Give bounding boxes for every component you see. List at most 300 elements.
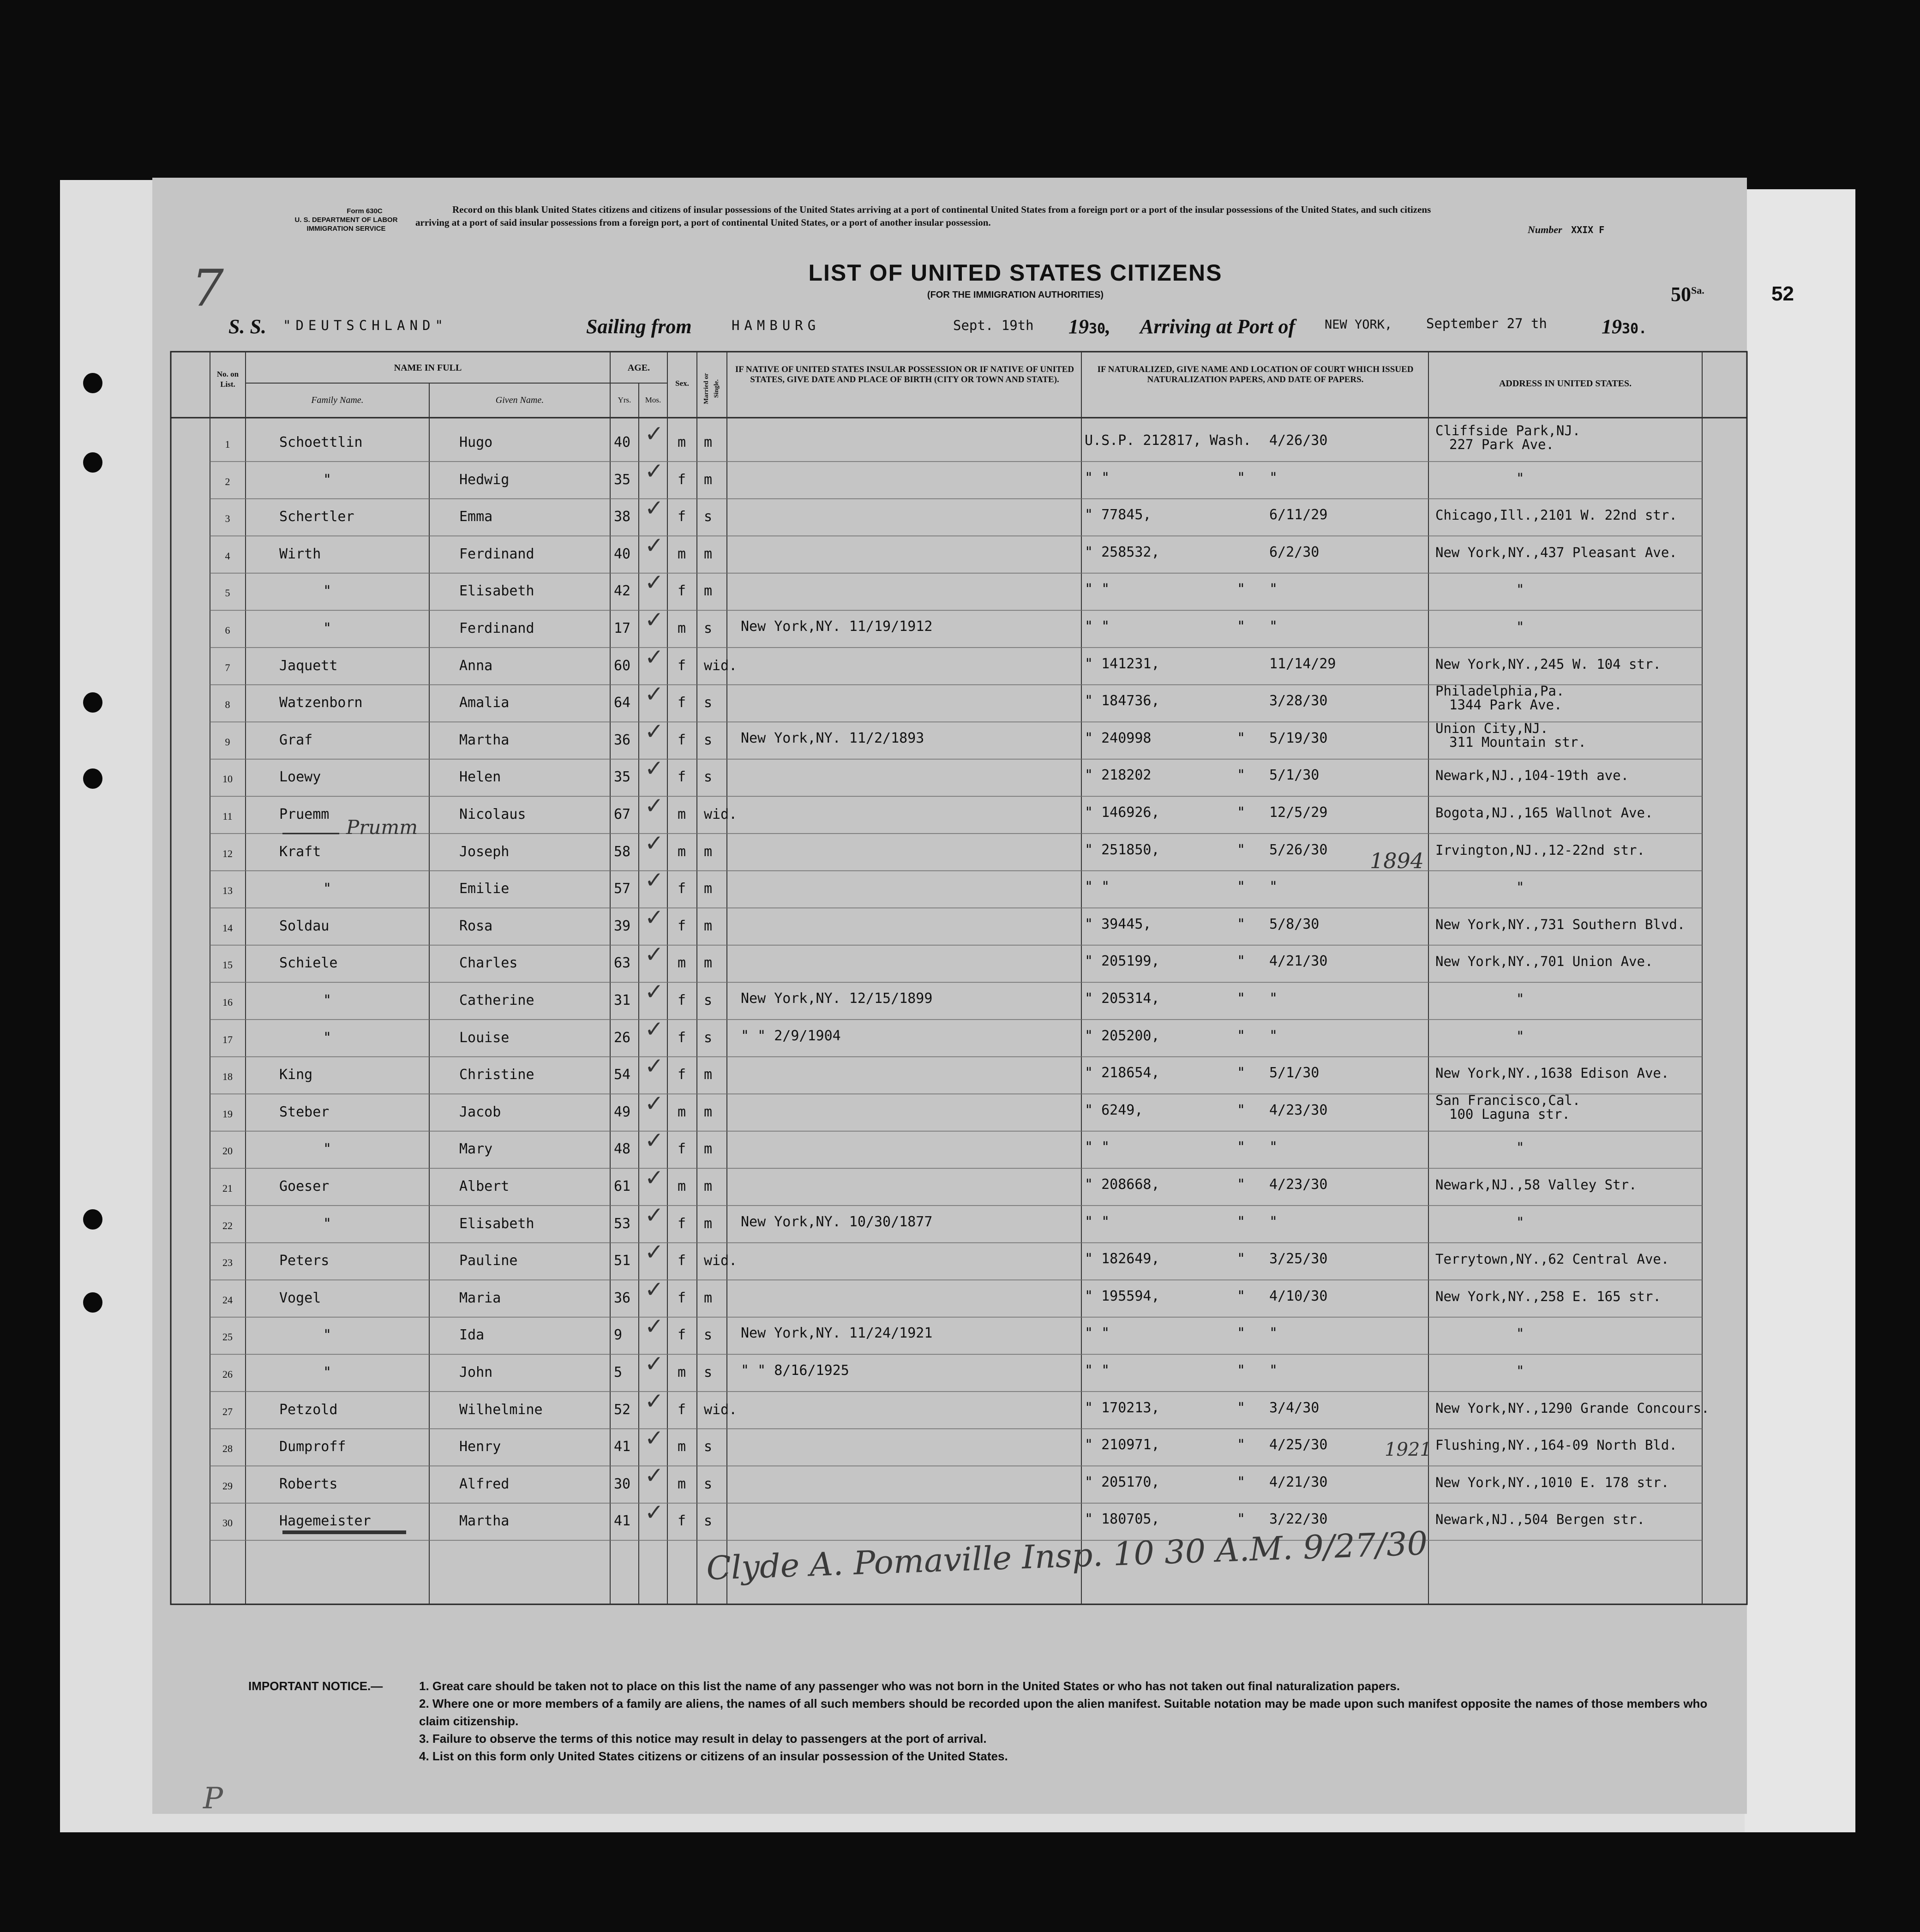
marital-status: m [704, 471, 713, 488]
row-number: 4 [225, 550, 230, 562]
corner-mark: 7 [192, 258, 224, 318]
naturalization-ditto: " [1237, 1065, 1246, 1081]
given-name: Nicolaus [459, 806, 526, 822]
naturalization-date: 4/26/30 [1269, 432, 1328, 449]
sex: f [678, 1067, 686, 1083]
family-name: Wirth [279, 546, 321, 562]
marital-status: wid. [704, 1401, 738, 1418]
naturalization-number: " " [1085, 1213, 1110, 1230]
age-years: 35 [614, 769, 631, 786]
family-name: " [323, 1364, 332, 1380]
given-name: Christine [459, 1067, 534, 1083]
naturalization-date: 5/8/30 [1269, 916, 1320, 932]
naturalization-ditto: " [1237, 581, 1246, 598]
age-years: 67 [614, 806, 631, 822]
check-mark: ✓ [646, 1050, 662, 1081]
naturalization-date: 12/5/29 [1269, 804, 1328, 821]
naturalization-ditto: " [1237, 1362, 1246, 1379]
port-from: HAMBURG [732, 318, 821, 333]
age-years: 26 [614, 1029, 631, 1046]
service-label: IMMIGRATION SERVICE [306, 225, 386, 233]
row-number: 6 [225, 624, 230, 636]
marital-status: s [704, 695, 713, 711]
marital-status: s [704, 1476, 713, 1492]
age-years: 49 [614, 1104, 631, 1120]
sex: m [678, 1104, 686, 1120]
sex: f [678, 1401, 686, 1418]
naturalization-number: " 77845, [1085, 507, 1152, 523]
naturalization-date: " [1269, 469, 1278, 486]
naturalization-number: " 205200, [1085, 1027, 1160, 1044]
address-line-2: 1344 Park Ave. [1449, 697, 1562, 713]
naturalization-number: " " [1085, 1139, 1110, 1156]
family-name: " [323, 620, 332, 636]
header-months: Mos. [645, 396, 661, 404]
sex: f [678, 509, 686, 525]
naturalization-date: 4/21/30 [1269, 953, 1328, 970]
age-years: 40 [614, 546, 631, 562]
marital-status: m [704, 918, 713, 934]
header-age: AGE. [627, 363, 650, 373]
address-line: New York,NY.,1010 E. 178 str. [1435, 1474, 1669, 1490]
naturalization-date: 4/23/30 [1269, 1102, 1328, 1118]
family-name: Soldau [279, 918, 330, 934]
sex: m [678, 843, 686, 860]
check-mark: ✓ [646, 1459, 662, 1490]
naturalization-number: " 218202 [1085, 767, 1152, 784]
given-name: Henry [459, 1439, 501, 1455]
naturalization-number: " 208668, [1085, 1176, 1160, 1193]
address-line: Chicago,Ill.,2101 W. 22nd str. [1435, 507, 1677, 523]
sex: f [678, 881, 686, 897]
naturalization-date: 11/14/29 [1269, 655, 1336, 672]
naturalization-date: " [1269, 990, 1278, 1007]
row-number: 17 [222, 1033, 233, 1045]
family-name: King [279, 1067, 313, 1083]
address-line: " [1516, 1363, 1524, 1379]
row-number: 15 [222, 959, 233, 971]
naturalization-number: " 258532, [1085, 544, 1160, 560]
sail-year: 30 [1089, 321, 1106, 337]
naturalization-number: " 39445, [1085, 916, 1152, 932]
page-suffix: Sa. [1691, 284, 1704, 296]
address-line: " [1516, 879, 1524, 895]
naturalization-date: 3/28/30 [1269, 693, 1328, 709]
address-line: New York,NY.,1638 Edison Ave. [1435, 1065, 1669, 1081]
sex: f [678, 1029, 686, 1046]
naturalization-ditto: " [1237, 1102, 1246, 1118]
row-number: 7 [225, 661, 230, 673]
birth-info: New York,NY. 11/24/1921 [741, 1325, 933, 1342]
family-name: Pruemm [279, 806, 330, 822]
naturalization-date: 4/25/30 [1269, 1437, 1328, 1453]
naturalization-date: " [1269, 1362, 1278, 1379]
family-name: Hagemeister [279, 1513, 371, 1530]
sex: f [678, 769, 686, 786]
row-number: 25 [222, 1331, 233, 1343]
sail-date: Sept. 19th [953, 318, 1034, 333]
address-line: Philadelphia,Pa. [1435, 683, 1565, 699]
family-name: " [323, 992, 332, 1008]
sex: f [678, 1141, 686, 1158]
address-line: Newark,NJ.,504 Bergen str. [1435, 1512, 1645, 1528]
given-name: Martha [459, 1513, 510, 1530]
check-mark: ✓ [646, 1273, 662, 1304]
age-years: 35 [614, 471, 631, 488]
naturalization-ditto: " [1237, 1474, 1246, 1490]
marital-status: m [704, 1141, 713, 1158]
check-mark: ✓ [646, 976, 662, 1006]
birth-info: " " 8/16/1925 [741, 1362, 849, 1379]
given-name: Maria [459, 1290, 501, 1306]
sex: m [678, 546, 686, 562]
row-number: 24 [222, 1294, 233, 1306]
notice-text-3: 3. Failure to observe the terms of this notice may result in delay to passengers at the port of arrival. [419, 1732, 987, 1746]
address-line: New York,NY.,258 E. 165 str. [1435, 1288, 1661, 1304]
row-number: 26 [222, 1368, 233, 1380]
row-number: 16 [222, 996, 233, 1008]
ss-label: S. S. [228, 315, 266, 338]
birth-info: New York,NY. 10/30/1877 [741, 1213, 933, 1230]
marital-status: m [704, 881, 713, 897]
sex: f [678, 1513, 686, 1530]
check-mark: ✓ [646, 1497, 662, 1527]
sex: m [678, 1364, 686, 1380]
naturalization-ditto: " [1237, 879, 1246, 895]
naturalization-number: " " [1085, 879, 1110, 895]
age-years: 5 [614, 1364, 623, 1380]
marital-status: s [704, 1513, 713, 1530]
marital-status: m [704, 1067, 713, 1083]
header-native: IF NATIVE OF UNITED STATES INSULAR POSSESSION OR IF NATIVE OF UNITED STATES, GIVE DATE AND PLACE OF BIRTH (CITY OR TOWN AND STATE). [735, 365, 1074, 384]
marital-status: m [704, 546, 713, 562]
row-number: 29 [222, 1480, 233, 1492]
address-line: " [1516, 991, 1524, 1007]
naturalization-date: 6/2/30 [1269, 544, 1320, 560]
address-line: Newark,NJ.,58 Valley Str. [1435, 1177, 1637, 1193]
family-name: " [323, 1029, 332, 1046]
family-name: Watzenborn [279, 695, 363, 711]
row-number: 18 [222, 1071, 233, 1083]
age-years: 42 [614, 583, 631, 600]
header-married: Married or Single. [703, 373, 720, 404]
age-years: 30 [614, 1476, 631, 1492]
naturalization-date: " [1269, 1325, 1278, 1342]
notice-text-1: 1. Great care should be taken not to place on this list the name of any passenger who was not born in the United States or who has not taken out final naturalization papers. [419, 1679, 1400, 1693]
marital-status: s [704, 1327, 713, 1344]
age-years: 63 [614, 955, 631, 972]
marital-status: m [704, 843, 713, 860]
arrive-date: September 27 th [1426, 316, 1547, 331]
marital-status: wid. [704, 806, 738, 822]
birth-info: New York,NY. 11/19/1912 [741, 618, 933, 635]
naturalization-number: " 146926, [1085, 804, 1160, 821]
check-mark: ✓ [646, 864, 662, 895]
naturalization-number: U.S.P. 212817, Wash. [1085, 432, 1252, 449]
row-number: 27 [222, 1405, 233, 1417]
inspector-signature: Clyde A. Pomaville Insp. 10 30 A.M. 9/27/30 [706, 1524, 1428, 1588]
address-line-2: 311 Mountain str. [1449, 734, 1586, 750]
header-sex: Sex. [675, 379, 689, 388]
given-name: Martha [459, 732, 510, 748]
check-mark: ✓ [646, 1422, 662, 1453]
naturalization-number: " 182649, [1085, 1251, 1160, 1267]
family-name: Kraft [279, 843, 321, 860]
family-name: Loewy [279, 769, 321, 786]
family-name: Jaquett [279, 657, 338, 674]
check-mark: ✓ [646, 901, 662, 932]
naturalization-date: " [1269, 1213, 1278, 1230]
family-name: " [323, 583, 332, 600]
given-name: Rosa [459, 918, 493, 934]
address-line: Flushing,NY.,164-09 North Bld. [1435, 1437, 1677, 1453]
marital-status: s [704, 1364, 713, 1380]
marital-status: wid. [704, 1253, 738, 1269]
naturalization-ditto: " [1237, 804, 1246, 821]
naturalization-ditto: " [1237, 730, 1246, 746]
address-line: New York,NY.,437 Pleasant Ave. [1435, 544, 1677, 560]
address-line: " [1516, 1028, 1524, 1044]
naturalization-date: " [1269, 618, 1278, 635]
given-name: Amalia [459, 695, 510, 711]
year-prefix: 19 [1068, 315, 1089, 338]
outer-page-number: 52 [1771, 282, 1794, 305]
sex: f [678, 1290, 686, 1306]
marital-status: m [704, 434, 713, 450]
family-name: Petzold [279, 1401, 338, 1418]
row-number: 8 [225, 699, 230, 711]
address-line: Bogota,NJ.,165 Wallnot Ave. [1435, 805, 1653, 821]
age-years: 64 [614, 695, 631, 711]
naturalization-number: " 205314, [1085, 990, 1160, 1007]
document-subtitle: (FOR THE IMMIGRATION AUTHORITIES) [927, 290, 1104, 300]
check-mark: ✓ [646, 827, 662, 858]
important-notice [248, 1677, 1734, 1765]
age-years: 51 [614, 1253, 631, 1269]
check-mark: ✓ [646, 678, 662, 709]
naturalization-date: 5/26/30 [1269, 841, 1328, 858]
given-name: Elisabeth [459, 1215, 534, 1232]
age-years: 9 [614, 1327, 623, 1344]
birth-info: New York,NY. 11/2/1893 [741, 730, 924, 746]
age-years: 58 [614, 843, 631, 860]
row-number: 12 [222, 847, 233, 859]
check-mark: ✓ [646, 715, 662, 746]
document-title: LIST OF UNITED STATES CITIZENS [808, 260, 1223, 286]
naturalization-ditto: " [1237, 1139, 1246, 1156]
form-instructions: Record on this blank United States citizens and citizens of insular possessions of the United States arriving at a port of continental United States from a foreign port or a port of the insular possessions of the United States, and such citizens arriving at a port of said insular possessions from a foreign port, a port of continental United States, or a port of another insular possession. [415, 204, 1431, 228]
family-name: " [323, 1327, 332, 1344]
page-number-value: 50 [1671, 283, 1691, 306]
naturalization-ditto: " [1237, 1176, 1246, 1193]
naturalization-ditto: " [1237, 916, 1246, 932]
address-line: " [1516, 470, 1524, 486]
sex: f [678, 471, 686, 488]
check-mark: ✓ [646, 1125, 662, 1155]
age-years: 57 [614, 881, 631, 897]
row-number: 3 [225, 513, 230, 525]
naturalization-number: " " [1085, 469, 1110, 486]
row-number: 2 [225, 475, 230, 487]
age-years: 17 [614, 620, 631, 636]
check-mark: ✓ [646, 529, 662, 560]
marital-status: s [704, 732, 713, 748]
given-name: Catherine [459, 992, 534, 1008]
arrive-year: 30. [1622, 321, 1647, 337]
family-name: Graf [279, 732, 313, 748]
family-name: Schiele [279, 955, 338, 972]
naturalization-number: " " [1085, 1362, 1110, 1379]
age-years: 48 [614, 1141, 631, 1158]
sail-year-field: 1930, [1068, 315, 1111, 338]
sailing-label: Sailing from [586, 315, 692, 338]
age-years: 60 [614, 657, 631, 674]
row-number: 1 [225, 438, 230, 450]
marital-status: m [704, 1215, 713, 1232]
header-family-name: Family Name. [311, 395, 364, 405]
age-years: 31 [614, 992, 631, 1008]
check-mark: ✓ [646, 1311, 662, 1341]
sex: f [678, 583, 686, 600]
naturalization-date: 4/21/30 [1269, 1474, 1328, 1490]
age-years: 54 [614, 1067, 631, 1083]
given-name: Pauline [459, 1253, 518, 1269]
naturalization-number: " 195594, [1085, 1288, 1160, 1304]
naturalization-date: " [1269, 581, 1278, 598]
given-name: Ida [459, 1327, 485, 1344]
given-name: Emma [459, 509, 493, 525]
naturalization-ditto: " [1237, 1213, 1246, 1230]
row-number: 11 [222, 810, 233, 822]
family-name: " [323, 881, 332, 897]
sex: f [678, 992, 686, 1008]
naturalization-number: " " [1085, 618, 1110, 635]
sex: f [678, 695, 686, 711]
family-name: Roberts [279, 1476, 338, 1492]
check-mark: ✓ [646, 641, 662, 672]
age-years: 53 [614, 1215, 631, 1232]
address-line: New York,NY.,245 W. 104 str. [1435, 656, 1661, 672]
marital-status: s [704, 1029, 713, 1046]
naturalization-ditto: " [1237, 767, 1246, 784]
naturalization-date: " [1269, 879, 1278, 895]
sex: f [678, 657, 686, 674]
naturalization-date: 5/1/30 [1269, 1065, 1320, 1081]
age-years: 36 [614, 1290, 631, 1306]
check-mark: ✓ [646, 1199, 662, 1230]
notice-text-2: 2. Where one or more members of a family are aliens, the names of all such members should be recorded upon the alien manifest. Suitable notation may be made upon such manifest opposite the names of those members who claim citizenship. [419, 1697, 1708, 1728]
check-mark: ✓ [646, 604, 662, 634]
check-mark: ✓ [646, 492, 662, 523]
age-years: 52 [614, 1401, 631, 1418]
naturalization-number: " 6249, [1085, 1102, 1143, 1118]
marital-status: wid. [704, 657, 738, 674]
sex: f [678, 1253, 686, 1269]
given-name: Ferdinand [459, 620, 534, 636]
naturalization-date: " [1269, 1027, 1278, 1044]
naturalization-number: " 205170, [1085, 1474, 1160, 1490]
marital-status: s [704, 769, 713, 786]
naturalization-date: 4/10/30 [1269, 1288, 1328, 1304]
check-mark: ✓ [646, 1013, 662, 1044]
given-name: Louise [459, 1029, 510, 1046]
row-number: 19 [222, 1108, 233, 1120]
address-line: San Francisco,Cal. [1435, 1092, 1581, 1108]
family-name: Dumproff [279, 1439, 346, 1455]
year-prefix: 19 [1602, 315, 1622, 338]
port-to: NEW YORK, [1325, 318, 1392, 332]
naturalization-ditto: " [1237, 1027, 1246, 1044]
given-name: Helen [459, 769, 501, 786]
naturalization-number: " 240998 [1085, 730, 1152, 746]
marital-status: s [704, 992, 713, 1008]
given-name: Elisabeth [459, 583, 534, 600]
notice-item [248, 1677, 1734, 1695]
sex: f [678, 732, 686, 748]
sex: m [678, 955, 686, 972]
naturalization-ditto: " [1237, 1251, 1246, 1267]
sex: m [678, 1476, 686, 1492]
naturalization-number: " 141231, [1085, 655, 1160, 672]
address-line: " [1516, 1326, 1524, 1342]
sex: m [678, 1178, 686, 1194]
check-mark: ✓ [646, 1236, 662, 1267]
given-name: Joseph [459, 843, 510, 860]
header-number: No. on List. [216, 370, 239, 389]
check-mark: ✓ [646, 1385, 662, 1416]
naturalization-date: 3/4/30 [1269, 1399, 1320, 1416]
address-line: New York,NY.,1290 Grande Concours. [1435, 1400, 1710, 1416]
naturalization-number: " 210971, [1085, 1437, 1160, 1453]
check-mark: ✓ [646, 790, 662, 820]
given-name: Emilie [459, 881, 510, 897]
row-number: 21 [222, 1182, 233, 1194]
row-number: 20 [222, 1145, 233, 1157]
age-years: 41 [614, 1439, 631, 1455]
given-name: Charles [459, 955, 518, 972]
birth-info: New York,NY. 12/15/1899 [741, 990, 933, 1007]
marital-status: m [704, 583, 713, 600]
sex: m [678, 1439, 686, 1455]
naturalization-date: 6/11/29 [1269, 507, 1328, 523]
address-line: New York,NY.,701 Union Ave. [1435, 954, 1653, 970]
family-name: " [323, 471, 332, 488]
address-line: " [1516, 1214, 1524, 1230]
family-name: " [323, 1215, 332, 1232]
address-line: New York,NY.,731 Southern Blvd. [1435, 916, 1686, 932]
naturalization-ditto: " [1237, 841, 1246, 858]
check-mark: ✓ [646, 753, 662, 783]
naturalization-ditto: " [1237, 1437, 1246, 1453]
naturalization-ditto: " [1237, 1399, 1246, 1416]
sex: m [678, 620, 686, 636]
check-mark: ✓ [646, 1162, 662, 1192]
check-mark: ✓ [646, 418, 662, 448]
check-mark: ✓ [646, 1348, 662, 1378]
row-number: 22 [222, 1219, 233, 1231]
naturalization-ditto: " [1237, 1325, 1246, 1342]
naturalization-ditto: " [1237, 990, 1246, 1007]
handwritten-prumm: Prumm [346, 816, 418, 839]
header-address: ADDRESS IN UNITED STATES. [1499, 378, 1632, 389]
given-name: Wilhelmine [459, 1401, 543, 1418]
naturalization-ditto: " [1237, 469, 1246, 486]
address-line-2: 100 Laguna str. [1449, 1106, 1570, 1122]
given-name: John [459, 1364, 493, 1380]
department-label: U. S. DEPARTMENT OF LABOR [294, 216, 398, 224]
marital-status: s [704, 620, 713, 636]
marital-status: m [704, 1104, 713, 1120]
